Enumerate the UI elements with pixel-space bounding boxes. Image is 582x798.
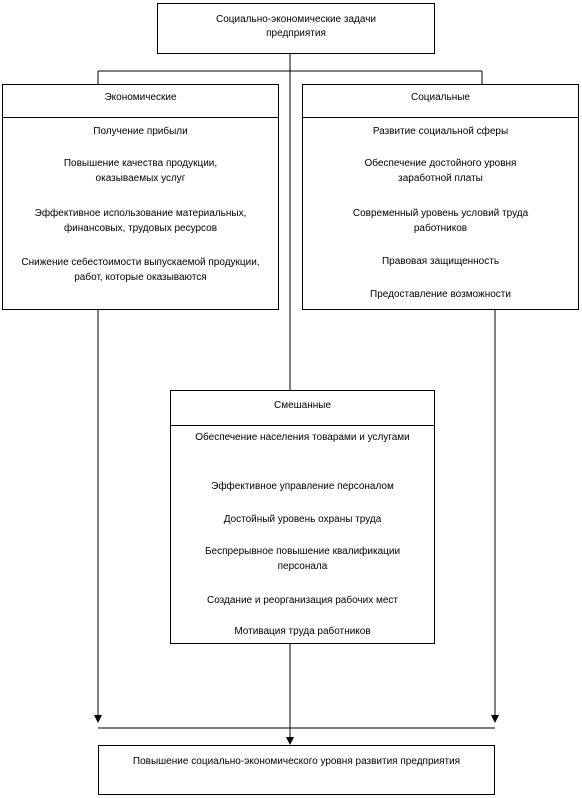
social-item: Правовая защищенность xyxy=(381,256,500,267)
mixed-item: Обеспечение населения товарами и услугами xyxy=(195,432,410,443)
mixed-title: Смешанные xyxy=(273,400,332,411)
social-title: Социальные xyxy=(411,92,470,103)
social-item: Предоставление возможности xyxy=(370,289,511,300)
mixed-item: Достойный уровень охраны труда xyxy=(223,514,382,525)
mixed-item: Эффективное управление персоналом xyxy=(211,481,394,492)
economic-item: Повышение качества продукции, оказываемых услуг xyxy=(63,158,218,184)
mixed-divider xyxy=(171,425,434,426)
social-item: Обеспечение достойного уровня заработной платы xyxy=(364,158,517,184)
mixed-item: Создание и реорганизация рабочих мест xyxy=(206,595,399,606)
economic-box xyxy=(2,84,279,310)
mixed-box xyxy=(170,390,435,644)
social-item: Современный уровень условий труда работников xyxy=(352,208,529,234)
economic-item: Получение прибыли xyxy=(93,126,188,137)
bottom-box xyxy=(98,745,495,795)
mixed-item: Мотивация труда работников xyxy=(234,626,371,637)
mixed-item: Беспрерывное повышение квалификации персонала xyxy=(204,546,401,572)
top-box xyxy=(157,3,435,54)
economic-divider xyxy=(3,117,278,118)
top-box-title: Социально-экономические задачи предприятия xyxy=(215,14,376,39)
bottom-box-title: Повышение социально-экономического уровня развития предприятия xyxy=(132,756,461,767)
economic-item: Снижение себестоимости выпускаемой продукции, работ, которые оказываются xyxy=(21,257,260,283)
economic-title: Экономические xyxy=(104,92,177,103)
social-item: Развитие социальной сферы xyxy=(372,126,509,137)
social-divider xyxy=(303,117,578,118)
social-box xyxy=(302,84,579,310)
economic-item: Эффективное использование материальных, финансовых, трудовых ресурсов xyxy=(34,208,247,234)
